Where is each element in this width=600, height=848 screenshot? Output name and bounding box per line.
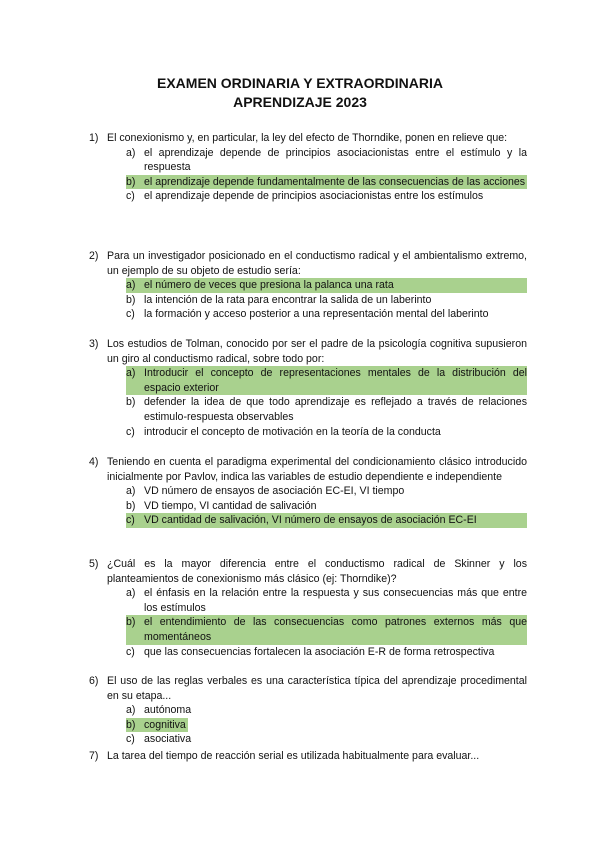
option-list — [126, 586, 527, 659]
option-letter: b) — [126, 175, 136, 188]
option-letter: c) — [126, 733, 135, 746]
option-text: asociativa — [144, 733, 192, 746]
option-text: defender la idea de que todo aprendizaje es reflejado a través de relaciones estimulo-respuesta observables — [144, 396, 527, 423]
option-letter: b) — [126, 396, 136, 409]
option-list — [126, 703, 527, 747]
option-text: la intención de la rata para encontrar la salida de un laberinto — [144, 293, 432, 306]
question-number: 4) — [89, 456, 99, 468]
question-3 — [89, 337, 527, 439]
option-list — [126, 278, 527, 322]
option-letter: b) — [126, 293, 136, 306]
option-text: el entendimiento de las consecuencias como patrones externos más que momentáneos — [144, 616, 527, 643]
option-text: Introducir el concepto de representaciones mentales de la distribución del espacio exterior — [144, 367, 527, 394]
option-text: el aprendizaje depende fundamentalmente de las consecuencias de las acciones — [144, 175, 526, 188]
option-letter: c) — [126, 645, 135, 658]
question-1 — [89, 131, 527, 204]
option-text: la formación y acceso posterior a una representación mental del laberinto — [144, 308, 489, 321]
question-number: 2) — [89, 250, 99, 262]
option-text: VD tiempo, VI cantidad de salivación — [144, 499, 317, 512]
option-a-correct — [126, 278, 527, 293]
option-text: que las consecuencias fortalecen la asociación E-R de forma retrospectiva — [144, 645, 495, 658]
question-2 — [89, 249, 527, 322]
option-letter: a) — [126, 485, 136, 498]
option-text: el aprendizaje depende de principios asociacionistas entre los estímulos — [144, 190, 484, 203]
option-letter: b) — [126, 499, 136, 512]
option-letter: a) — [126, 279, 136, 292]
option-b — [126, 499, 527, 514]
option-text: el número de veces que presiona la palanca una rata — [144, 279, 394, 292]
option-b-correct — [126, 175, 527, 190]
option-b — [126, 293, 527, 308]
option-text: introducir el concepto de motivación en la teoría de la conducta — [144, 425, 441, 438]
option-letter: c) — [126, 308, 135, 321]
question-text: La tarea del tiempo de reacción serial es utilizada habitualmente para evaluar... — [107, 750, 480, 762]
option-letter: a) — [126, 146, 136, 159]
question-6 — [89, 674, 527, 747]
question-number: 1) — [89, 132, 99, 144]
option-c — [126, 645, 527, 660]
option-letter: b) — [126, 718, 136, 731]
option-b — [126, 395, 527, 424]
option-letter: c) — [126, 425, 135, 438]
option-letter: a) — [126, 704, 136, 717]
question-number: 3) — [89, 338, 99, 350]
option-text: VD cantidad de salivación, VI número de ensayos de asociación EC-EI — [144, 514, 477, 527]
option-b-correct — [126, 718, 188, 733]
option-letter: a) — [126, 587, 136, 600]
option-list — [126, 484, 527, 528]
option-list — [126, 146, 527, 204]
option-a-correct — [126, 366, 527, 395]
option-text: cognitiva — [144, 718, 186, 731]
option-letter: a) — [126, 367, 136, 380]
option-c — [126, 307, 527, 322]
question-7 — [89, 749, 527, 764]
option-c-correct — [126, 513, 527, 528]
title-line-2: APRENDIZAJE 2023 — [233, 94, 367, 110]
question-number: 7) — [89, 750, 99, 762]
option-a — [126, 146, 527, 175]
question-number: 6) — [89, 675, 99, 687]
option-text: VD número de ensayos de asociación EC-EI, VI tiempo — [144, 485, 405, 498]
option-c — [126, 189, 527, 204]
option-letter: c) — [126, 190, 135, 203]
question-4 — [89, 455, 527, 528]
question-text: Los estudios de Tolman, conocido por ser el padre de la psicología cognitiva supusieron un giro al conductismo radical, sobre todo por: — [107, 338, 527, 365]
exam-title — [0, 74, 600, 112]
option-letter: b) — [126, 616, 136, 629]
question-text: ¿Cuál es la mayor diferencia entre el conductismo radical de Skinner y los planteamientos de conexionismo más clásico (ej: Thorndike)? — [107, 558, 527, 585]
option-text: autónoma — [144, 704, 192, 717]
option-a — [126, 703, 527, 718]
title-line-1: EXAMEN ORDINARIA Y EXTRAORDINARIA — [157, 75, 443, 91]
option-a — [126, 586, 527, 615]
question-5 — [89, 557, 527, 659]
question-text: Teniendo en cuenta el paradigma experimental del condicionamiento clásico introducido inicialmente por Pavlov, indica las variables de estudio dependiente e independiente — [107, 456, 527, 483]
question-number: 5) — [89, 558, 99, 570]
option-letter: c) — [126, 514, 135, 527]
option-list — [126, 366, 527, 439]
option-c — [126, 732, 527, 747]
question-text: Para un investigador posicionado en el conductismo radical y el ambientalismo extremo, un ejemplo de su objeto de estudio sería: — [107, 250, 527, 277]
option-a — [126, 484, 527, 499]
option-text: el énfasis en la relación entre la respuesta y sus consecuencias más que entre los estímulos — [144, 587, 527, 614]
option-c — [126, 425, 527, 440]
question-text: El uso de las reglas verbales es una característica típica del aprendizaje procedimental en su etapa... — [107, 675, 527, 702]
option-text: el aprendizaje depende de principios asociacionistas entre el estímulo y la respuesta — [144, 146, 527, 174]
option-b-correct — [126, 615, 527, 644]
question-text: El conexionismo y, en particular, la ley del efecto de Thorndike, ponen en relieve que: — [107, 132, 508, 144]
